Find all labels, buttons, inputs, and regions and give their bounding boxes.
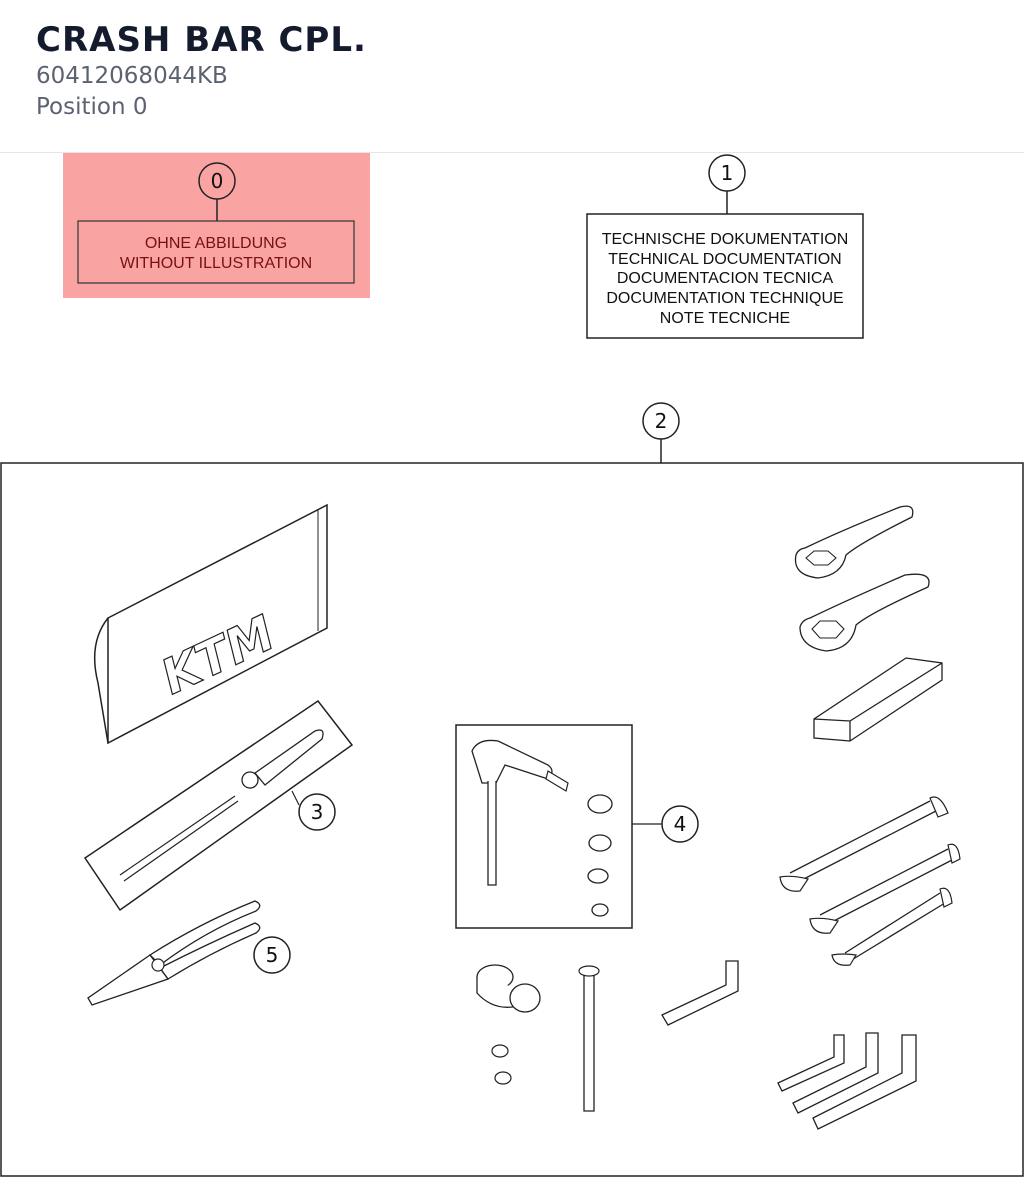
callout-0: 0 xyxy=(210,169,224,193)
no-illustration-line-2: WITHOUT ILLUSTRATION xyxy=(119,255,313,272)
allen-key xyxy=(813,1035,916,1129)
extension-bar xyxy=(584,971,594,1111)
ring-spanner xyxy=(795,506,912,578)
page-title: CRASH BAR CPL. xyxy=(36,20,367,60)
socket-large-end xyxy=(510,984,540,1012)
page-header xyxy=(0,0,1024,153)
pliers-pivot xyxy=(152,959,164,971)
wrench xyxy=(845,893,945,961)
extension-bar-head xyxy=(579,966,599,976)
tool-bag-illustration xyxy=(95,505,327,743)
tech-doc-line-4: DOCUMENTATION TECHNIQUE xyxy=(606,290,844,307)
callout-5: 5 xyxy=(265,943,279,967)
tech-doc-line-1: TECHNISCHE DOKUMENTATION xyxy=(601,231,849,248)
tech-doc-line-5: NOTE TECNICHE xyxy=(659,310,791,327)
flat-bar xyxy=(814,658,942,741)
wrench xyxy=(790,801,936,883)
bit xyxy=(495,1072,511,1084)
wrench-head xyxy=(810,844,960,933)
bag-flap xyxy=(95,618,108,743)
tech-doc-line-2: TECHNICAL DOCUMENTATION xyxy=(608,251,842,268)
socket xyxy=(588,795,612,813)
screwdriver-ring xyxy=(242,772,258,788)
part-4-t-handle-set[interactable] xyxy=(456,725,698,928)
ring-spanners-illustration xyxy=(795,506,942,741)
callout-1: 1 xyxy=(720,161,734,185)
ring-spanner xyxy=(800,574,929,651)
position-label: Position 0 xyxy=(36,94,148,120)
socket xyxy=(588,869,608,883)
part-0-highlight[interactable] xyxy=(63,153,370,298)
loose-tools-illustration xyxy=(477,961,738,1111)
leader-line xyxy=(292,791,299,805)
exploded-parts-diagram xyxy=(0,153,1024,1177)
socket xyxy=(592,904,608,916)
callout-3: 3 xyxy=(310,800,324,824)
hex-key xyxy=(662,961,738,1025)
open-end-wrenches-illustration xyxy=(780,797,960,965)
no-illustration-line-1: OHNE ABBILDUNG xyxy=(144,235,288,252)
allen-keys-illustration xyxy=(778,1033,916,1129)
part-number: 60412068044KB xyxy=(36,63,228,89)
tech-doc-line-3: DOCUMENTACION TECNICA xyxy=(616,270,834,287)
part-5-pliers[interactable] xyxy=(88,901,290,1005)
t-handle-shaft xyxy=(488,781,496,885)
wrench-head xyxy=(780,797,948,891)
ktm-logo: KTM xyxy=(152,605,284,706)
socket xyxy=(589,835,611,851)
callout-2: 2 xyxy=(654,409,668,433)
callout-4: 4 xyxy=(673,812,687,836)
part-1-technical-documentation[interactable] xyxy=(587,155,863,338)
bit xyxy=(492,1045,508,1057)
